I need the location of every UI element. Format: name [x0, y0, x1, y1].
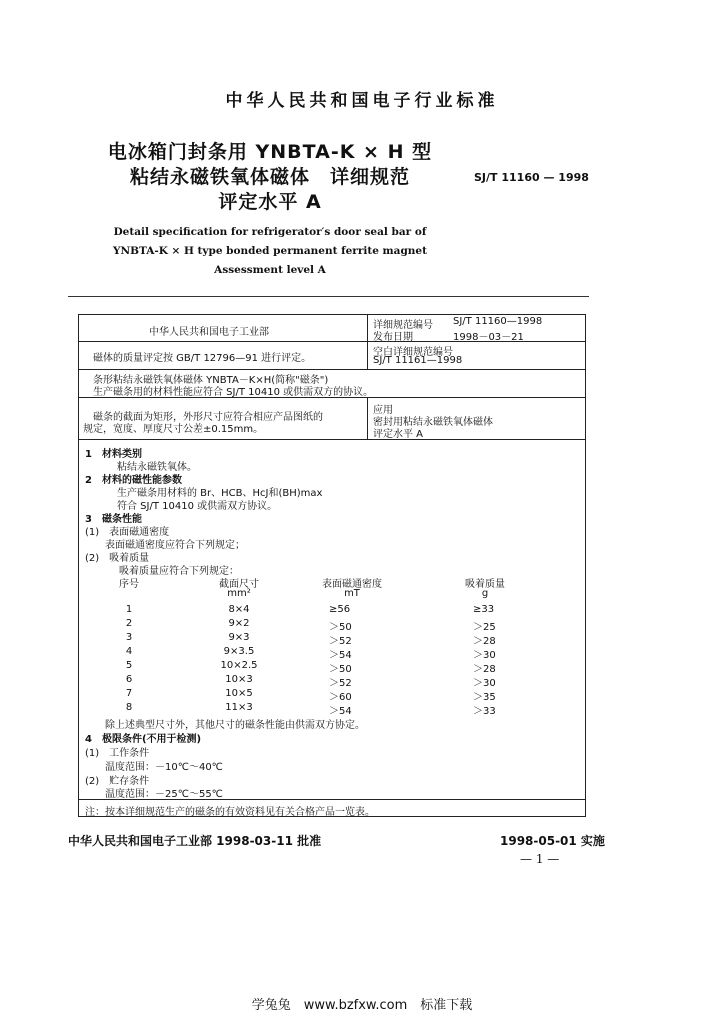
page-number: — 1 — — [520, 852, 560, 866]
cell-flux: ＞54 — [329, 650, 352, 661]
cell-index: 4 — [125, 646, 133, 657]
cell-section: 10×5 — [225, 688, 253, 699]
section-3-title: 3 磁条性能 — [85, 514, 142, 525]
cell-index: 5 — [125, 660, 133, 671]
issuer: 中华人民共和国电子工业部 — [149, 327, 269, 338]
cell-section: 9×2 — [228, 618, 250, 629]
cell-flux: ＞50 — [329, 664, 352, 675]
note: 注：按本详细规范生产的磁条的有效资料见有关合格产品一览表。 — [85, 807, 375, 818]
cell-attraction: ＞35 — [473, 692, 496, 703]
table-header-flux: 表面磁通密度 — [322, 579, 382, 590]
cell-index: 2 — [125, 618, 133, 629]
table-header-index: 序号 — [119, 579, 139, 590]
table-unit-attraction: g — [481, 588, 489, 599]
after-table-text: 除上述典型尺寸外，其他尺寸的磁条性能由供需双方协定。 — [105, 720, 365, 731]
cell-section: 11×3 — [225, 702, 253, 713]
application-line-2: 评定水平 A — [373, 429, 424, 440]
description-line-1: 条形粘结永磁铁氧体磁体 YNBTA－K×H(简称"磁条") — [93, 375, 329, 386]
spec-frame — [78, 314, 586, 817]
column-rule — [367, 315, 368, 369]
section-3-2-text: 吸着质量应符合下列规定： — [119, 566, 239, 577]
section-4-2-text: 温度范围：－25℃～55℃ — [105, 789, 223, 800]
cell-attraction: ＞28 — [473, 636, 496, 647]
cell-attraction: ＞30 — [473, 650, 496, 661]
cell-attraction: ＞33 — [473, 706, 496, 717]
cell-attraction: ＞25 — [473, 622, 496, 633]
section-1-title: 1 材料类别 — [85, 449, 142, 460]
section-3-1-title: (1) 表面磁通密度 — [85, 527, 170, 538]
section-2-text-1: 生产磁条用材料的 Br、HCB、HcJ和(BH)max — [117, 488, 323, 499]
cell-attraction: ＞28 — [473, 664, 496, 675]
section-4-title: 4 极限条件(不用于检测) — [85, 734, 202, 745]
shape-line-2: 规定，宽度、厚度尺寸公差±0.15mm。 — [83, 424, 264, 435]
table-header-attraction: 吸着质量 — [465, 579, 505, 590]
rule — [79, 369, 585, 370]
section-4-2-title: (2) 贮存条件 — [85, 776, 150, 787]
section-4-1-title: (1) 工作条件 — [85, 748, 150, 759]
shape-line-1: 磁条的截面为矩形，外形尺寸应符合相应产品图纸的 — [93, 412, 323, 423]
quality-assessment: 磁体的质量评定按 GB/T 12796—91 进行评定。 — [93, 353, 312, 364]
application-label: 应用 — [373, 405, 393, 416]
cell-section: 9×3 — [228, 632, 250, 643]
table-unit-section: mm² — [227, 588, 251, 599]
issue-date-label: 发布日期 — [373, 332, 413, 343]
cell-section: 10×2.5 — [220, 660, 258, 671]
issue-date-value: 1998－03－21 — [453, 332, 524, 343]
title-line-3: 评定水平 A — [218, 191, 322, 213]
cell-section: 8×4 — [228, 604, 250, 615]
description-line-2: 生产磁条用的材料性能应符合 SJ/T 10410 或供需双方的协议。 — [93, 387, 374, 398]
english-title-line-3: Assessment level A — [214, 264, 326, 276]
cell-flux: ＞52 — [329, 636, 352, 647]
cell-index: 3 — [125, 632, 133, 643]
rule — [79, 439, 585, 440]
section-2-title: 2 材料的磁性能参数 — [85, 475, 182, 486]
blank-spec-label: 空白详细规范编号 — [373, 347, 453, 358]
cell-section: 10×3 — [225, 674, 253, 685]
title-line-2: 粘结永磁铁氧体磁体 详细规范 — [129, 166, 410, 188]
spec-no-value: SJ/T 11160—1998 — [453, 316, 543, 327]
section-4-1-text: 温度范围：－10℃～40℃ — [105, 762, 223, 773]
standard-number: SJ/T 11160 — 1998 — [474, 171, 589, 184]
cell-section: 9×3.5 — [223, 646, 255, 657]
cell-flux: ＞60 — [329, 692, 352, 703]
cell-flux: ≥56 — [329, 604, 351, 615]
table-header-section: 截面尺寸 — [219, 579, 259, 590]
site-footer: 学兔兔 www.bzfxw.com 标准下载 — [251, 998, 473, 1013]
section-2-text-2: 符合 SJ/T 10410 或供需双方协议。 — [117, 501, 278, 512]
cell-index: 7 — [125, 688, 133, 699]
blank-spec-value: SJ/T 11161—1998 — [373, 355, 463, 366]
section-3-2-title: (2) 吸着质量 — [85, 553, 150, 564]
section-1-text: 粘结永磁铁氧体。 — [117, 462, 197, 473]
cell-flux: ＞50 — [329, 622, 352, 633]
title-line-1: 电冰箱门封条用 YNBTA-K × H 型 — [107, 141, 433, 163]
implementation-date: 1998-05-01 实施 — [500, 834, 605, 848]
english-title-line-1: Detail specification for refrigerator′s door seal bar of — [113, 226, 427, 238]
cell-attraction: ＞30 — [473, 678, 496, 689]
approval-issuer: 中华人民共和国电子工业部 1998-03-11 批准 — [68, 834, 322, 848]
english-title-line-2: YNBTA-K × H type bonded permanent ferrite magnet — [113, 245, 427, 257]
application-line-1: 密封用粘结永磁铁氧体磁体 — [373, 417, 493, 428]
section-3-1-text: 表面磁通密度应符合下列规定； — [105, 540, 245, 551]
column-rule — [367, 397, 368, 439]
cell-attraction: ≥33 — [473, 604, 495, 615]
cell-flux: ＞52 — [329, 678, 352, 689]
spec-no-label: 详细规范编号 — [373, 320, 433, 331]
cell-index: 6 — [125, 674, 133, 685]
cell-index: 8 — [125, 702, 133, 713]
cell-flux: ＞54 — [329, 706, 352, 717]
table-unit-flux: mT — [344, 588, 360, 599]
org-header: 中华人民共和国电子行业标准 — [225, 91, 499, 111]
cell-index: 1 — [125, 604, 133, 615]
